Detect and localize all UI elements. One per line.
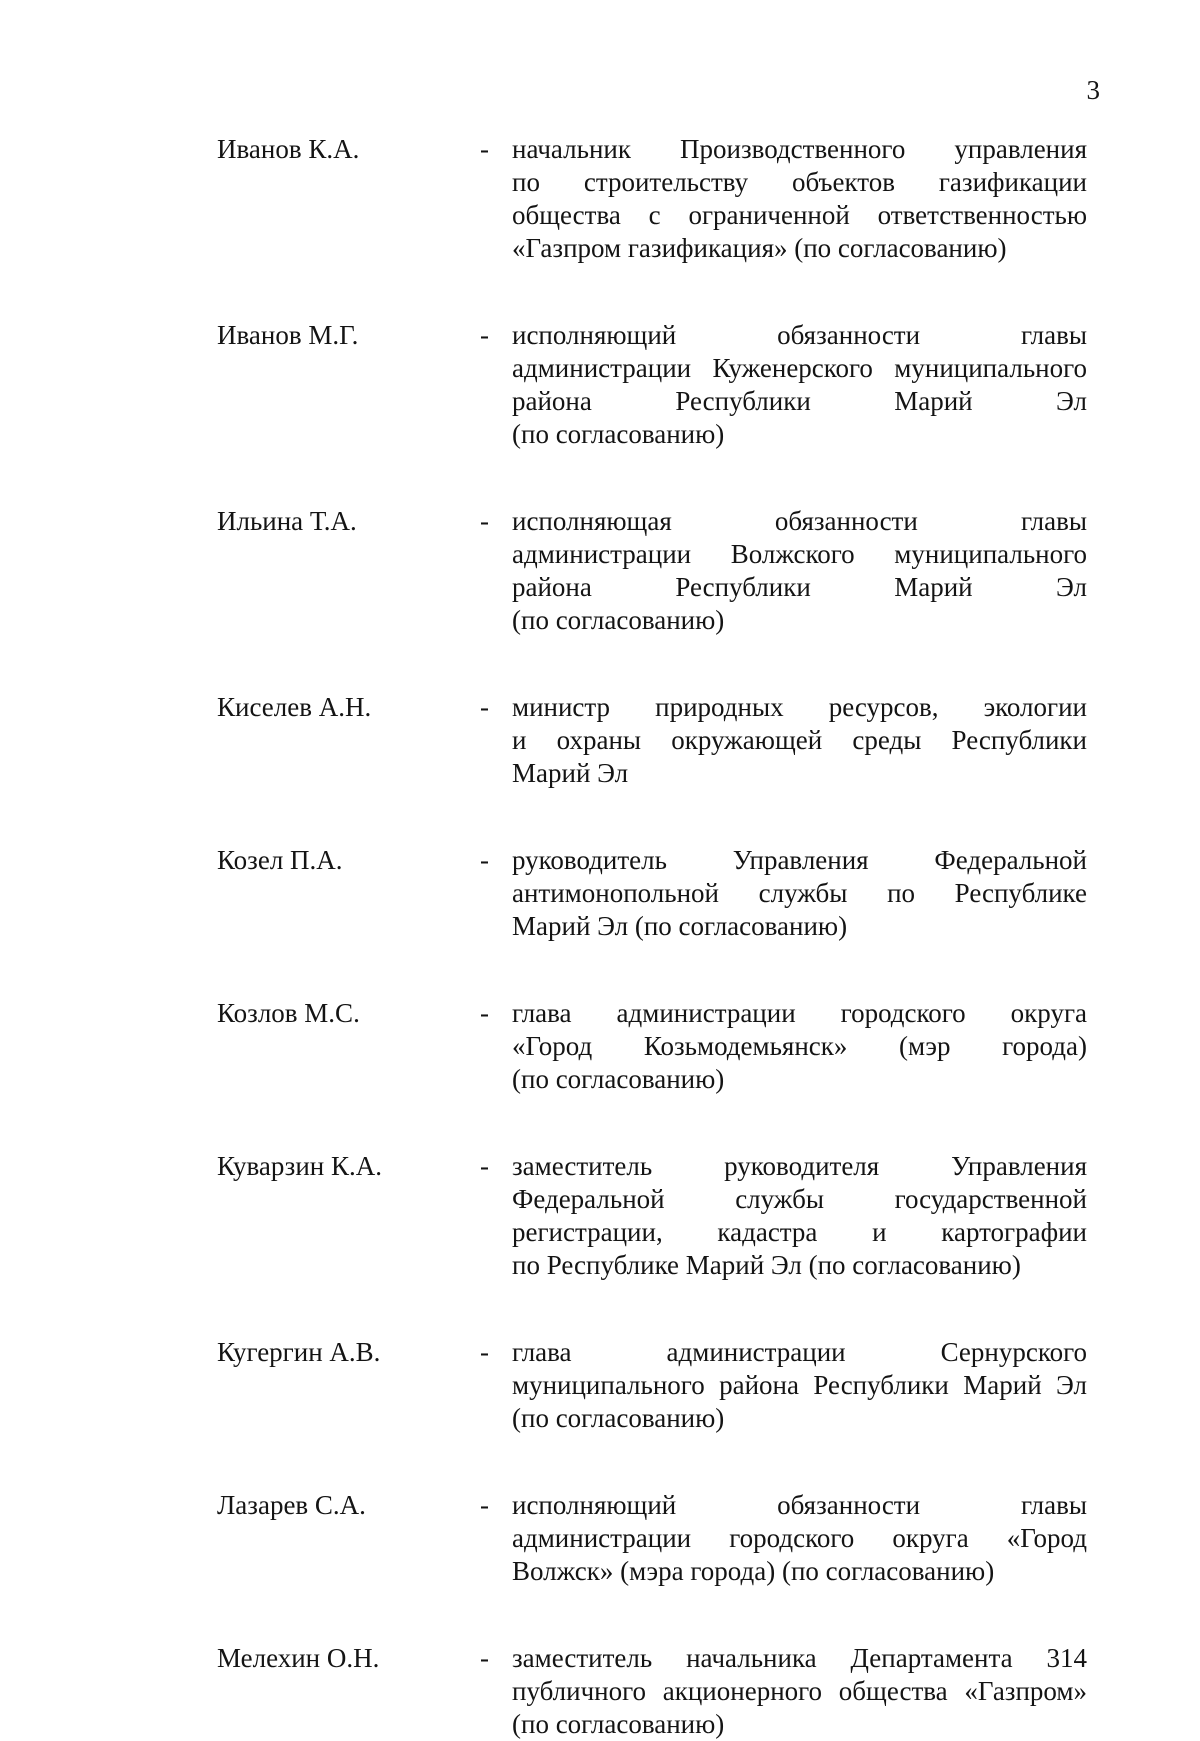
member-list xyxy=(0,133,1200,1741)
member-position xyxy=(512,844,1087,943)
list-item xyxy=(0,1336,1200,1435)
position-line: исполняющий обязанности главы xyxy=(512,320,1087,350)
list-item xyxy=(0,1642,1200,1741)
member-name: Козел П.А. xyxy=(217,845,343,875)
member-position xyxy=(512,1336,1087,1435)
position-line: муниципального района Республики Марий Эл xyxy=(512,1370,1087,1400)
position-line: глава администрации городского округа xyxy=(512,998,1087,1028)
position-line: (по согласованию) xyxy=(512,1064,725,1094)
position-line: исполняющая обязанности главы xyxy=(512,506,1087,536)
member-name: Ильина Т.А. xyxy=(217,506,357,536)
position-line: исполняющий обязанности главы xyxy=(512,1490,1087,1520)
position-line: заместитель руководителя Управления xyxy=(512,1151,1087,1181)
member-position xyxy=(512,505,1087,637)
member-position xyxy=(512,1489,1087,1588)
position-line: «Газпром газификация» (по согласованию) xyxy=(512,233,1007,263)
member-name: Иванов М.Г. xyxy=(217,320,359,350)
list-item xyxy=(0,1150,1200,1282)
position-line: заместитель начальника Департамента 314 xyxy=(512,1643,1087,1673)
dash-separator: - xyxy=(480,506,489,536)
list-item xyxy=(0,133,1200,265)
member-position xyxy=(512,691,1087,790)
dash-separator: - xyxy=(480,1490,489,1520)
member-name: Мелехин О.Н. xyxy=(217,1643,380,1673)
position-line: Марий Эл (по согласованию) xyxy=(512,911,848,941)
dash-separator: - xyxy=(480,1643,489,1673)
dash-separator: - xyxy=(480,998,489,1028)
position-line: руководитель Управления Федеральной xyxy=(512,845,1087,875)
member-name: Лазарев С.А. xyxy=(217,1490,366,1520)
position-line: регистрации, кадастра и картографии xyxy=(512,1217,1087,1247)
position-line: общества с ограниченной ответственностью xyxy=(512,200,1087,230)
dash-separator: - xyxy=(480,1337,489,1367)
member-name: Куварзин К.А. xyxy=(217,1151,383,1181)
position-line: публичного акционерного общества «Газпром» xyxy=(512,1676,1087,1706)
dash-separator: - xyxy=(480,692,489,722)
position-line: по строительству объектов газификации xyxy=(512,167,1087,197)
position-line: администрации Куженерского муниципального xyxy=(512,353,1087,383)
position-line: администрации городского округа «Город xyxy=(512,1523,1087,1553)
position-line: начальник Производственного управления xyxy=(512,134,1087,164)
member-position xyxy=(512,997,1087,1096)
member-position xyxy=(512,133,1087,265)
position-line: по Республике Марий Эл (по согласованию) xyxy=(512,1250,1021,1280)
position-line: антимонопольной службы по Республике xyxy=(512,878,1087,908)
list-item xyxy=(0,505,1200,637)
member-position xyxy=(512,319,1087,451)
position-line: района Республики Марий Эл xyxy=(512,572,1087,602)
position-line: района Республики Марий Эл xyxy=(512,386,1087,416)
position-line: администрации Волжского муниципального xyxy=(512,539,1087,569)
position-line: и охраны окружающей среды Республики xyxy=(512,725,1087,755)
position-line: (по согласованию) xyxy=(512,605,725,635)
member-name: Иванов К.А. xyxy=(217,134,360,164)
position-line: «Город Козьмодемьянск» (мэр города) xyxy=(512,1031,1087,1061)
list-item xyxy=(0,1489,1200,1588)
member-name: Киселев А.Н. xyxy=(217,692,372,722)
list-item xyxy=(0,997,1200,1096)
position-line: глава администрации Сернурского xyxy=(512,1337,1087,1367)
position-line: (по согласованию) xyxy=(512,1403,725,1433)
member-name: Козлов М.С. xyxy=(217,998,360,1028)
member-position xyxy=(512,1642,1087,1741)
member-position xyxy=(512,1150,1087,1282)
member-name: Кугергин А.В. xyxy=(217,1337,381,1367)
position-line: Волжск» (мэра города) (по согласованию) xyxy=(512,1556,995,1586)
page-number: 3 xyxy=(1086,75,1100,105)
position-line: министр природных ресурсов, экологии xyxy=(512,692,1087,722)
position-line: Федеральной службы государственной xyxy=(512,1184,1087,1214)
position-line: Марий Эл xyxy=(512,758,629,788)
dash-separator: - xyxy=(480,845,489,875)
dash-separator: - xyxy=(480,134,489,164)
dash-separator: - xyxy=(480,1151,489,1181)
list-item xyxy=(0,319,1200,451)
position-line: (по согласованию) xyxy=(512,419,725,449)
position-line: (по согласованию) xyxy=(512,1709,725,1739)
list-item xyxy=(0,691,1200,790)
dash-separator: - xyxy=(480,320,489,350)
list-item xyxy=(0,844,1200,943)
